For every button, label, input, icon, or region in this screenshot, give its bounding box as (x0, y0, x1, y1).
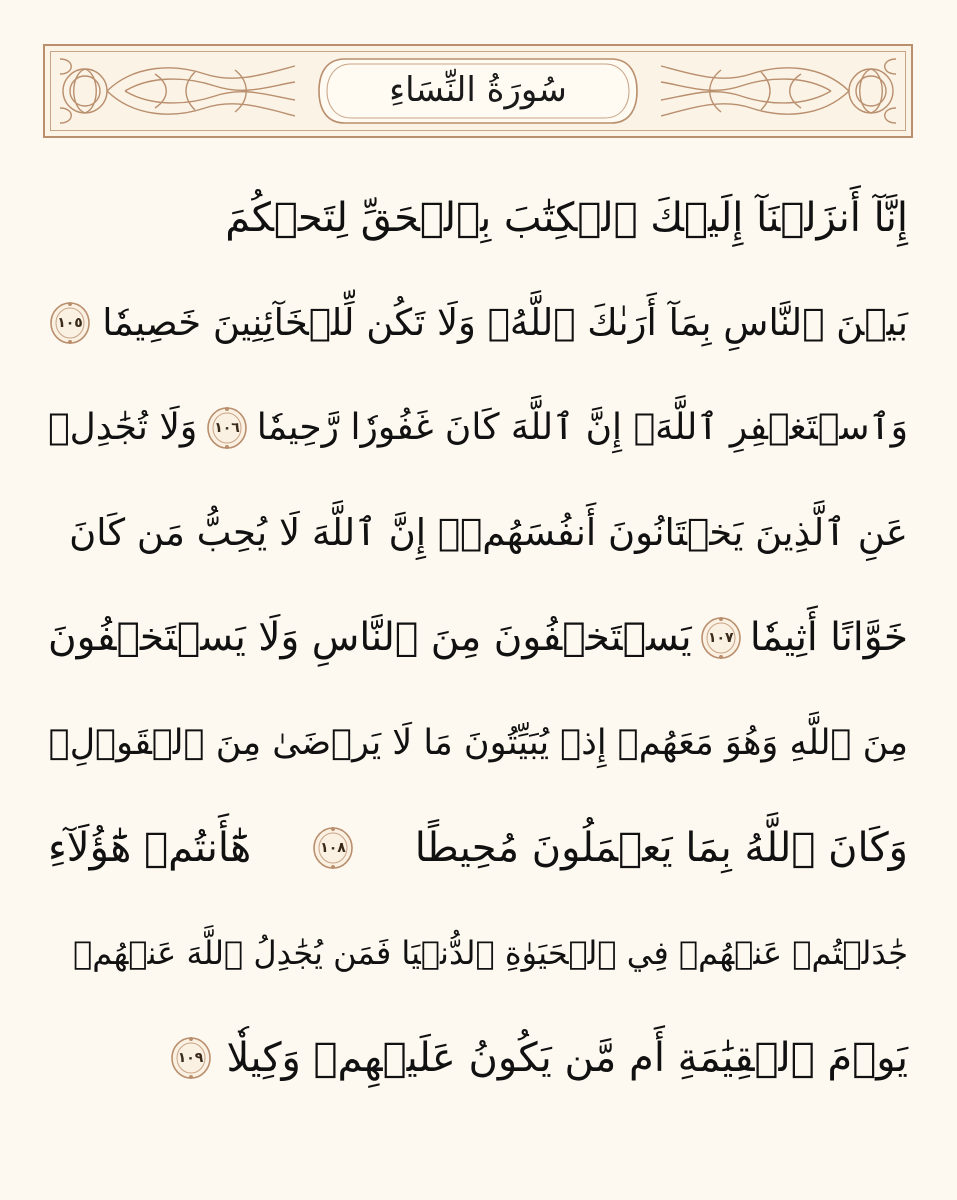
ayah-number: ١٠٥ (57, 314, 83, 331)
ayah-number-marker (48, 301, 92, 345)
ayah-number: ١٠٧ (707, 629, 734, 646)
verse-text: عَنِ ٱلَّذِينَ يَخۡتَانُونَ أَنفُسَهُمۡۚ إِنَّ ٱللَّهَ لَا يُحِبُّ مَن كَانَ (69, 511, 908, 554)
verse-line (48, 375, 908, 480)
verse-line (48, 270, 908, 375)
ayah-number-marker (205, 406, 249, 450)
verse-line (48, 900, 908, 1005)
verse-line (48, 165, 908, 270)
ayah-number: ١٠٩ (177, 1049, 204, 1066)
verse-text: وَٱسۡتَغۡفِرِ ٱللَّهَۖ إِنَّ ٱللَّهَ كَانَ غَفُورٗا رَّحِيمٗا (256, 407, 908, 448)
verse-text: يَسۡتَخۡفُونَ مِنَ ٱلنَّاسِ وَلَا يَسۡتَخۡفُونَ (48, 615, 692, 660)
verse-text: خَوَّانًا أَثِيمٗا (749, 615, 908, 660)
ayah-number-marker (169, 1036, 213, 1080)
ayah-number: ١٠٨ (320, 839, 346, 856)
verse-lines (48, 165, 908, 1110)
arabesque-ornament-icon (55, 54, 305, 128)
verse-text: يَوۡمَ ٱلۡقِيَٰمَةِ أَم مَّن يَكُونُ عَلَيۡهِمۡ وَكِيلٗا (226, 1034, 908, 1081)
verse-line (48, 1005, 908, 1110)
verse-text: جَٰدَلۡتُمۡ عَنۡهُمۡ فِي ٱلۡحَيَوٰةِ ٱلدُّنۡيَا فَمَن يُجَٰدِلُ ٱللَّهَ عَنۡهُمۡ (73, 933, 908, 972)
verse-line (48, 690, 908, 795)
ayah-number: ١٠٦ (214, 419, 240, 436)
verse-text: وَلَا تُجَٰدِلۡ (48, 407, 198, 448)
verse-text: هَٰٓأَنتُمۡ هَٰٓؤُلَآءِ (48, 824, 252, 871)
ayah-number-marker (311, 826, 355, 870)
ayah-number-marker (699, 616, 743, 660)
arabesque-ornament-icon (651, 54, 901, 128)
verse-text: إِنَّآ أَنزَلۡنَآ إِلَيۡكَ ٱلۡكِتَٰبَ بِٱلۡحَقِّ لِتَحۡكُمَ (225, 194, 908, 241)
surah-title: سُورَةُ النِّسَاءِ (389, 70, 567, 110)
verse-text: مِنَ ٱللَّهِ وَهُوَ مَعَهُمۡ إِذۡ يُبَيِّتُونَ مَا لَا يَرۡضَىٰ مِنَ ٱلۡقَوۡلِۚ (48, 722, 908, 763)
verse-line (48, 795, 908, 900)
verse-line (48, 585, 908, 690)
verse-text: بَيۡنَ ٱلنَّاسِ بِمَآ أَرَىٰكَ ٱللَّهُۚ وَلَا تَكُن لِّلۡخَآئِنِينَ خَصِيمٗا (102, 301, 908, 344)
surah-header-banner (43, 44, 913, 138)
verse-text: وَكَانَ ٱللَّهُ بِمَا يَعۡمَلُونَ مُحِيطًا (414, 824, 908, 871)
verse-line (48, 480, 908, 585)
